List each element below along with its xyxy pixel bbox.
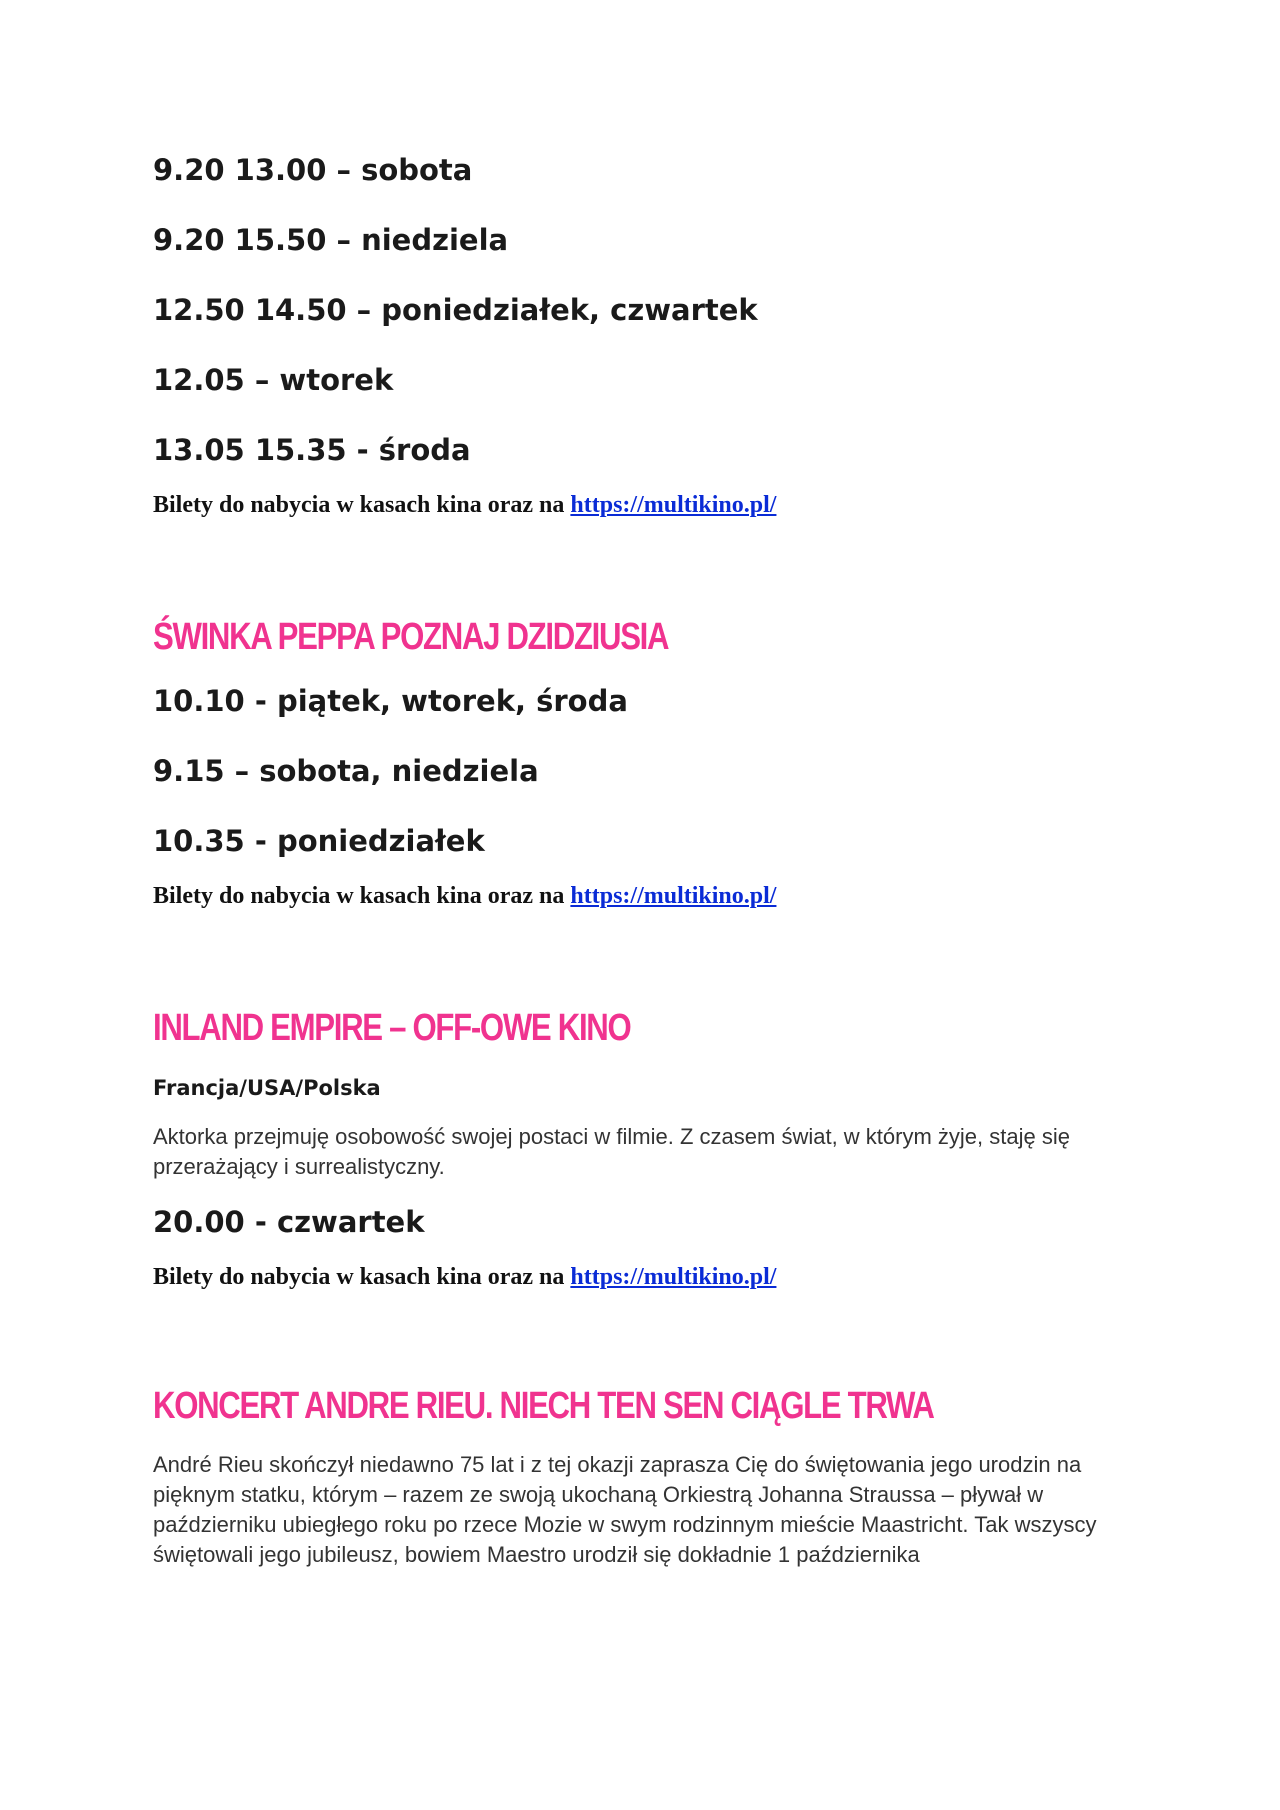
movie-description: André Rieu skończył niedawno 75 lat i z tej okazji zaprasza Cię do świętowania jego urodzin na pięknym statku, którym – razem ze swoją ukochaną Orkiestrą Johanna Straussa – pływał w październiku ubiegłego roku po rzece Mozie w swym rodzinnym mieście Maastricht. Tak wszyscy świętowali jego jubileusz, bowiem Maestro urodził się dokładnie 1 października [153,1452,1097,1567]
movie-description: Aktorka przejmuję osobowość swojej postaci w filmie. Z czasem świat, w którym żyje, staję się przerażający i surrealistyczny. [153,1124,1070,1179]
showtimes-section-1 [153,150,1143,520]
movie-section-peppa [153,613,1143,911]
showtime-line: 13.05 15.35 - środa [153,433,471,467]
showtime-line: 20.00 - czwartek [153,1205,425,1239]
multikino-link[interactable]: https://multikino.pl/ [570,492,777,518]
movie-title: KONCERT ANDRE RIEU. NIECH TEN SEN CIĄGLE TRWA [153,1385,934,1427]
showtime-line: 12.05 – wtorek [153,363,394,397]
tickets-info [153,490,1143,520]
tickets-text: Bilety do nabycia w kasach kina oraz na [153,1264,571,1290]
document-page [153,150,1143,1570]
movie-section-andre-rieu [153,1382,1143,1570]
showtime-line: 10.10 - piątek, wtorek, środa [153,684,628,718]
showtime-line: 9.20 13.00 – sobota [153,153,473,187]
multikino-link[interactable]: https://multikino.pl/ [570,883,777,909]
movie-section-inland-empire [153,1004,1143,1292]
tickets-info [153,881,1143,911]
tickets-info [153,1262,1143,1292]
showtime-line: 9.15 – sobota, niedziela [153,754,539,788]
movie-title: ŚWINKA PEPPA POZNAJ DZIDZIUSIA [153,616,669,658]
multikino-link[interactable]: https://multikino.pl/ [570,1264,777,1290]
showtime-line: 9.20 15.50 – niedziela [153,223,509,257]
tickets-text: Bilety do nabycia w kasach kina oraz na [153,883,571,909]
tickets-text: Bilety do nabycia w kasach kina oraz na [153,492,571,518]
movie-title: INLAND EMPIRE – OFF-OWE KINO [153,1007,631,1049]
showtime-line: 12.50 14.50 – poniedziałek, czwartek [153,293,758,327]
movie-origin: Francja/USA/Polska [153,1076,381,1100]
showtime-line: 10.35 - poniedziałek [153,824,485,858]
